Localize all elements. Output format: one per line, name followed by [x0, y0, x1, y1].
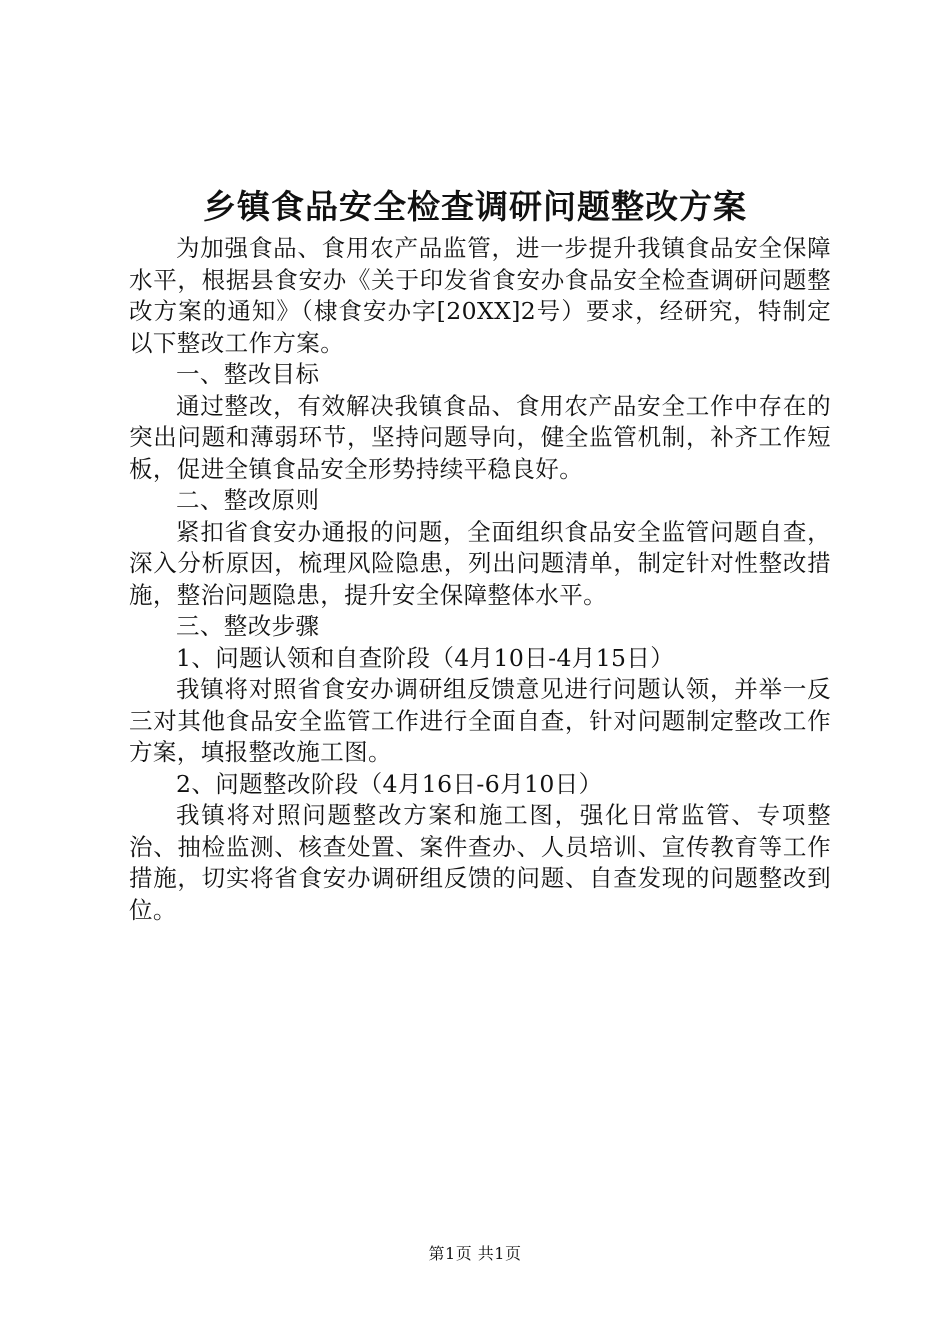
section-heading-steps: 三、整改步骤	[176, 612, 320, 640]
goal-paragraph: 通过整改，有效解决我镇食品、食用农产品安全工作中存在的突出问题和薄弱环节，坚持问题导向，健全监管机制，补齐工作短板，促进全镇食品安全形势持续平稳良好。	[129, 391, 831, 483]
step-1-paragraph: 我镇将对照省食安办调研组反馈意见进行问题认领，并举一反三对其他食品安全监管工作进行全面自查，针对问题制定整改工作方案，填报整改施工图。	[129, 675, 831, 766]
section-heading-goal: 一、整改目标	[176, 360, 320, 388]
page-footer: 第1页 共1页	[428, 1244, 522, 1263]
step-2-heading: 2、问题整改阶段（4月16日-6月10日）	[176, 769, 603, 798]
intro-paragraph: 为加强食品、食用农产品监管，进一步提升我镇食品安全保障水平，根据县食安办《关于印发省食安办食品安全检查调研问题整改方案的通知》（棣食安办字[20XX]2号）要求，经研究，特制定以下整改工作方案。	[129, 234, 831, 357]
document-body	[129, 233, 831, 926]
document-title: 乡镇食品安全检查调研问题整改方案	[203, 187, 747, 226]
step-2-paragraph: 我镇将对照问题整改方案和施工图，强化日常监管、专项整治、抽检监测、核查处置、案件查办、人员培训、宣传教育等工作措施，切实将省食安办调研组反馈的问题、自查发现的问题整改到位。	[129, 801, 831, 924]
principle-paragraph: 紧扣省食安办通报的问题，全面组织食品安全监管问题自查，深入分析原因，梳理风险隐患，列出问题清单，制定针对性整改措施，整治问题隐患，提升安全保障整体水平。	[129, 517, 831, 609]
step-1-heading: 1、问题认领和自查阶段（4月10日-4月15日）	[176, 643, 675, 672]
section-heading-principle: 二、整改原则	[176, 486, 320, 514]
